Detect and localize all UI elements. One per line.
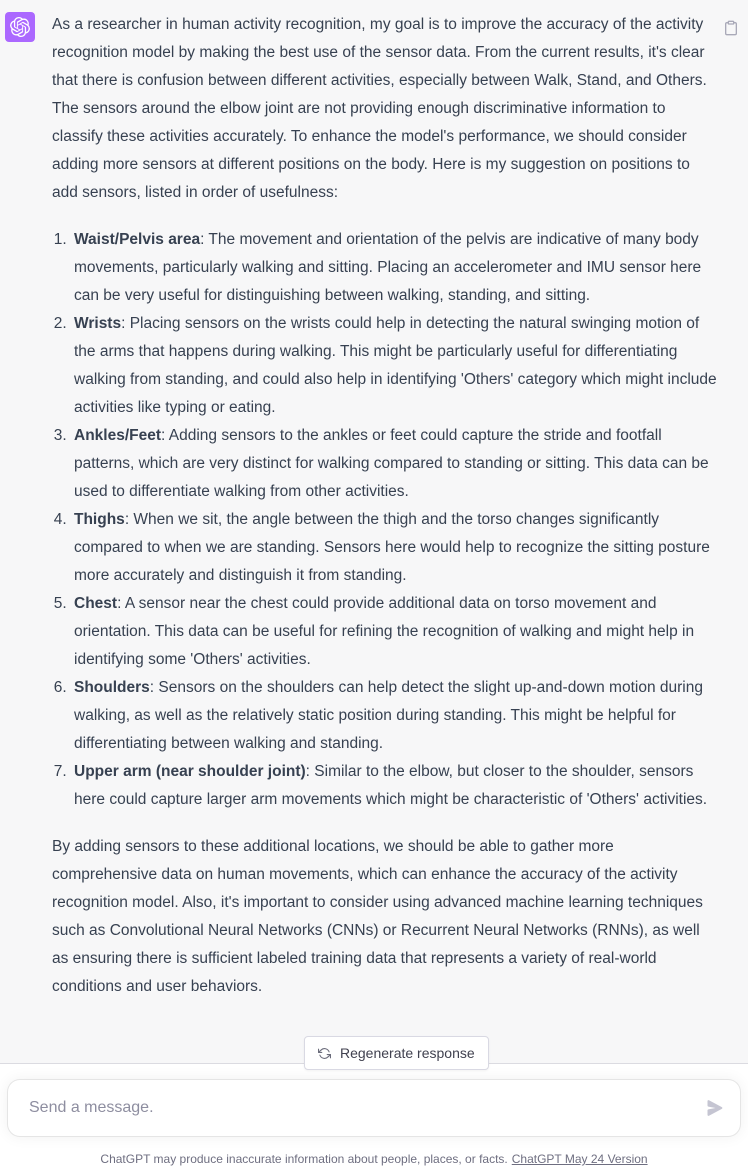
list-item-desc: : A sensor near the chest could provide additional data on torso movement and orientation. This data can be useful for refining the recognition of walking and might help in identifying some 'Others' activities. (74, 595, 695, 668)
list-item (71, 226, 718, 310)
copy-button[interactable] (721, 17, 741, 39)
clipboard-icon (723, 25, 739, 40)
message-intro: As a researcher in human activity recognition, my goal is to improve the accuracy of the activity recognition model by making the best use of the sensor data. From the current results, it's clear that there is confusion between different activities, especially between Walk, Stand, and Others. The sensors around the elbow joint are not providing enough discriminative information to classify these activities accurately. To enhance the model's performance, we should consider adding more sensors at different positions on the body. Here is my suggestion on positions to add sensors, listed in order of usefulness: (52, 16, 707, 201)
sensor-position-list (52, 226, 718, 814)
list-item-term: Wrists (74, 315, 122, 332)
list-item-desc: : Adding sensors to the ankles or feet could capture the stride and footfall patterns, which are very distinct for walking compared to standing or sitting. This data can be used to differentiate walking from other activities. (74, 427, 709, 500)
list-item-desc: : Similar to the elbow, but closer to the shoulder, sensors here could capture larger arm movements which might be characteristic of 'Others' activities. (74, 763, 708, 808)
openai-logo-icon (10, 17, 30, 37)
list-item-term: Upper arm (near shoulder joint) (74, 763, 306, 780)
composer-section (0, 1065, 748, 1175)
paper-plane-icon (707, 1104, 723, 1119)
message-closing: By adding sensors to these additional locations, we should be able to gather more comprehensive data on human movements, which can enhance the accuracy of the activity recognition model. Also, it's important to consider using advanced machine learning techniques such as Convolutional Neural Networks (CNNs) or Recurrent Neural Networks (RNNs), as well as ensuring there is sufficient labeled training data that represents a variety of real-world conditions and user behaviors. (52, 838, 703, 995)
message-input-placeholder: Send a message. (29, 1099, 154, 1116)
list-item-desc: : Sensors on the shoulders can help detect the slight up-and-down motion during walking, as well as the relatively static position during standing. This might be helpful for differentiating between walking and standing. (74, 679, 703, 752)
list-item-term: Chest (74, 595, 118, 612)
list-item (71, 674, 718, 758)
list-item-term: Ankles/Feet (74, 427, 162, 444)
send-button[interactable] (703, 1096, 727, 1120)
refresh-icon (318, 1047, 331, 1060)
list-item (71, 422, 718, 506)
list-item-desc: : Placing sensors on the wrists could help in detecting the natural swinging motion of the arms that happens during walking. This might be particularly useful for differentiating walking from standing, and could also help in identifying 'Others' category which might include activities like typing or eating. (74, 315, 717, 416)
list-item (71, 590, 718, 674)
assistant-avatar (5, 12, 35, 42)
list-item (71, 310, 718, 422)
list-item-desc: : When we sit, the angle between the thigh and the torso changes significantly compared to when we are standing. Sensors here would help to recognize the sitting posture more accurately and distinguish it from standing. (74, 511, 710, 584)
list-item-term: Thighs (74, 511, 125, 528)
message-input[interactable] (7, 1079, 741, 1137)
list-item-term: Shoulders (74, 679, 150, 696)
version-link[interactable]: ChatGPT May 24 Version (511, 1152, 648, 1166)
list-item-desc: : The movement and orientation of the pelvis are indicative of many body movements, particularly walking and sitting. Placing an accelerometer and IMU sensor here can be very useful for distinguishing between walking, standing, and sitting. (74, 231, 702, 304)
footer-disclaimer (0, 1152, 748, 1167)
regenerate-response-label: Regenerate response (340, 1045, 475, 1061)
regenerate-response-button[interactable] (304, 1036, 489, 1070)
list-item-term: Waist/Pelvis area (74, 231, 201, 248)
disclaimer-text: ChatGPT may produce inaccurate information about people, places, or facts. (100, 1152, 508, 1166)
list-item (71, 506, 718, 590)
list-item (71, 758, 718, 814)
